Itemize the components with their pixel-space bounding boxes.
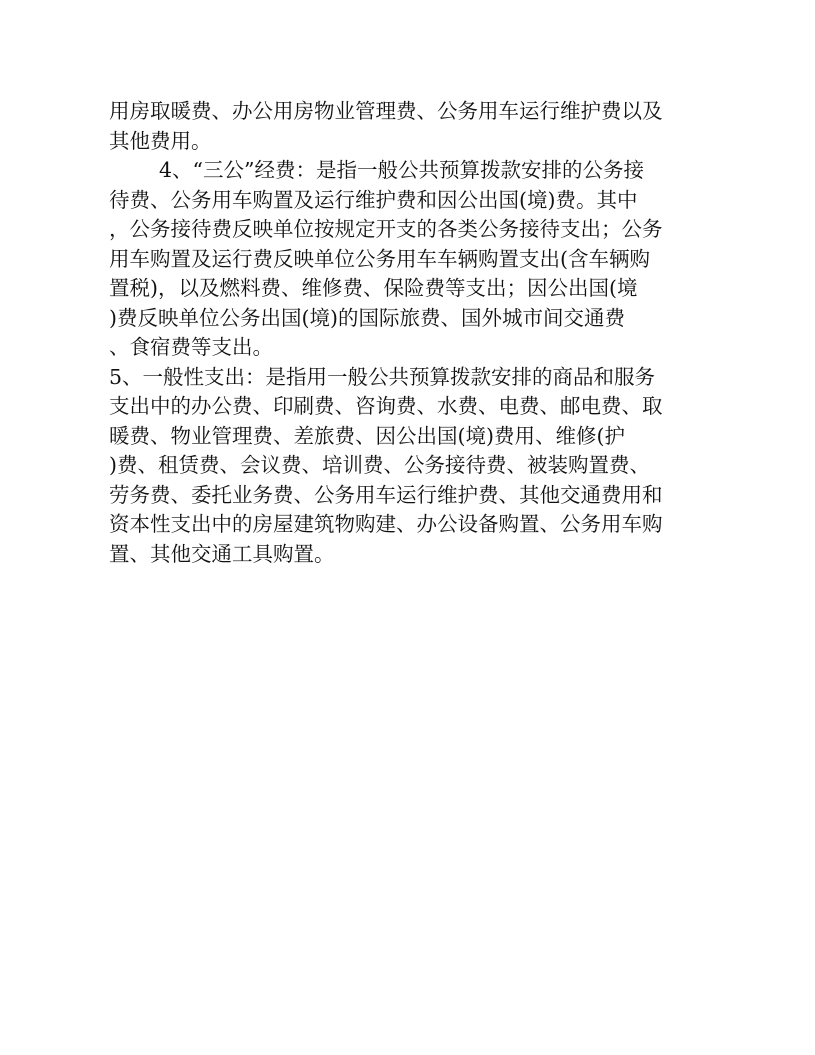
text-line-paragraph-start: 5、一般性支出：是指用一般公共预算拨款安排的商品和服务 bbox=[109, 364, 656, 389]
document-body-text bbox=[109, 97, 709, 569]
text-line: 支出中的办公费、印刷费、咨询费、水费、电费、邮电费、取 bbox=[109, 394, 663, 418]
text-line-paragraph-start: 4、“三公”经费：是指一般公共预算拨款安排的公务接 bbox=[159, 158, 645, 182]
text-line: 置、其他交通工具购置。 bbox=[109, 541, 335, 566]
text-line: 暖费、物业管理费、差旅费、因公出国(境)费用、维修(护 bbox=[109, 423, 625, 448]
text-line: 劳务费、委托业务费、公务用车运行维护费、其他交通费用和 bbox=[109, 482, 663, 507]
text-line: 、食宿费等支出。 bbox=[109, 335, 273, 359]
text-line: 待费、公务用车购置及运行维护费和因公出国(境)费。其中 bbox=[109, 187, 638, 212]
text-line: 资本性支出中的房屋建筑物购建、办公设备购置、公务用车购 bbox=[109, 512, 663, 536]
text-line: 用车购置及运行费反映单位公务用车车辆购置支出(含车辆购 bbox=[109, 246, 650, 271]
text-line: 置税)，以及燃料费、维修费、保险费等支出；因公出国(境 bbox=[109, 276, 638, 300]
text-line: )费、租赁费、会议费、培训费、公务接待费、被装购置费、 bbox=[109, 453, 650, 477]
text-line: 其他费用。 bbox=[109, 128, 212, 153]
text-line: 用房取暖费、办公用房物业管理费、公务用车运行维护费以及 bbox=[109, 99, 663, 123]
text-line: ，公务接待费反映单位按规定开支的各类公务接待支出；公务 bbox=[109, 217, 663, 241]
text-line: )费反映单位公务出国(境)的国际旅费、国外城市间交通费 bbox=[109, 305, 625, 330]
